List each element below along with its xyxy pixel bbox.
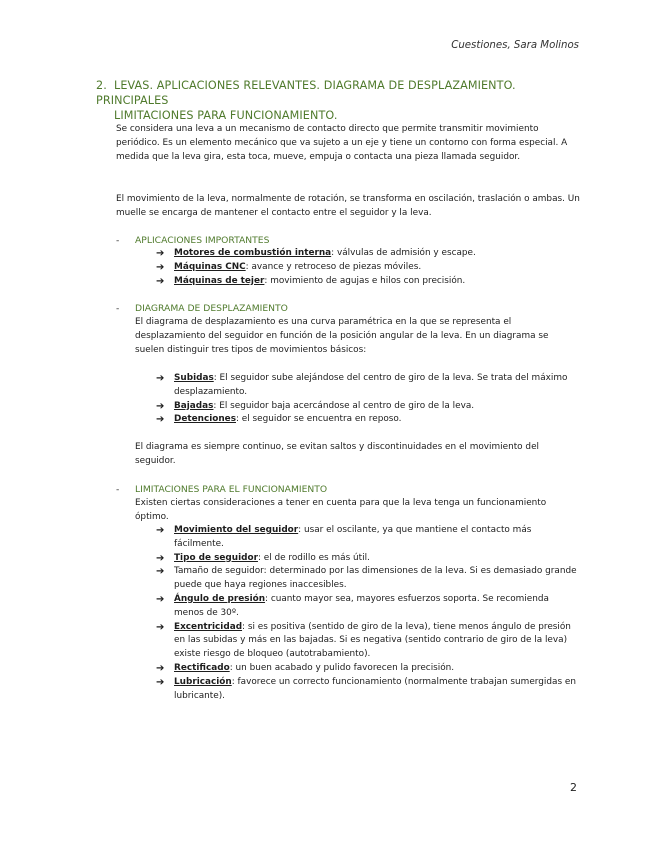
section-title-line2: LIMITACIONES PARA FUNCIONAMIENTO.	[114, 109, 338, 122]
arrow-icon: ➔	[156, 552, 165, 564]
arrow-icon: ➔	[156, 662, 165, 674]
list-item	[156, 621, 581, 662]
item-text: : cuanto mayor sea, mayores esfuerzos soporta. Se recomienda menos de 30º.	[174, 593, 549, 618]
arrow-icon: ➔	[156, 248, 165, 259]
arrow-icon: ➔	[156, 261, 165, 273]
diagrama-list	[156, 372, 581, 427]
list-item	[156, 524, 581, 552]
section-title	[96, 78, 586, 123]
aplicaciones-heading	[116, 234, 269, 247]
limitaciones-heading-text: LIMITACIONES PARA EL FUNCIONAMIENTO	[135, 484, 328, 495]
item-term: Movimiento del seguidor	[174, 525, 299, 535]
item-text: : válvulas de admisión y escape.	[331, 248, 476, 258]
item-text: : un buen acabado y pulido favorecen la precisión.	[229, 662, 455, 673]
item-text: : usar el oscilante, ya que mantiene el contacto más fácilmente.	[174, 525, 532, 549]
heading-dash: -	[116, 235, 120, 246]
item-text: : avance y retroceso de piezas móviles.	[245, 261, 422, 272]
header-author: Cuestiones, Sara Molinos	[451, 40, 579, 51]
item-text: Tamaño de seguidor: determinado por las dimensiones de la leva. Si es demasiado grande puede que haya regiones inaccesibles.	[174, 566, 577, 591]
heading-dash: -	[116, 484, 120, 495]
item-term: Ángulo de presión	[174, 593, 266, 604]
arrow-icon: ➔	[156, 414, 165, 426]
section-number: 2.	[96, 79, 107, 92]
item-term: Subidas	[174, 373, 214, 383]
aplicaciones-list	[156, 247, 581, 288]
item-term: Excentricidad	[174, 621, 243, 632]
diagrama-heading	[116, 302, 288, 315]
section-title-line1: LEVAS. APLICACIONES RELEVANTES. DIAGRAMA DE DESPLAZAMIENTO. PRINCIPALES	[96, 79, 516, 107]
list-item	[156, 662, 581, 676]
aplicaciones-heading-text: APLICACIONES IMPORTANTES	[135, 235, 270, 246]
item-text: : El seguidor sube alejándose del centro de giro de la leva. Se trata del máximo desplazamiento.	[174, 373, 568, 397]
item-text: : el de rodillo es más útil.	[257, 552, 370, 563]
item-term: Máquinas de tejer	[174, 275, 265, 286]
arrow-icon: ➔	[156, 593, 165, 605]
arrow-icon: ➔	[156, 566, 165, 578]
intro-paragraph-2: El movimiento de la leva, normalmente de rotación, se transforma en oscilación, traslación o ambas. Un muelle se encarga de mantener el contacto entre el seguidor y la leva.	[116, 194, 580, 218]
diagrama-paragraph-2: El diagrama es siempre continuo, se evitan saltos y discontinuidades en el movimiento del seguidor.	[135, 442, 539, 466]
item-text: : el seguidor se encuentra en reposo.	[236, 414, 402, 425]
diagrama-heading-text: DIAGRAMA DE DESPLAZAMIENTO	[135, 303, 288, 314]
arrow-icon: ➔	[156, 525, 165, 536]
list-item	[156, 247, 581, 261]
item-term: Tipo de seguidor	[174, 552, 258, 563]
item-term: Motores de combustión interna	[174, 248, 332, 258]
heading-dash: -	[116, 303, 120, 314]
item-term: Rectificado	[174, 662, 230, 673]
item-text: : El seguidor baja acercándose al centro de giro de la leva.	[213, 400, 475, 411]
limitaciones-paragraph: Existen ciertas consideraciones a tener en cuenta para que la leva tenga un funcionamiento óptimo.	[135, 498, 547, 522]
arrow-icon: ➔	[156, 400, 165, 412]
item-term: Lubricación	[174, 676, 232, 687]
item-term: Detenciones	[174, 414, 236, 425]
limitaciones-heading	[116, 483, 327, 496]
intro-paragraph-1: Se considera una leva a un mecanismo de contacto directo que permite transmitir movimiento periódico. Es un elemento mecánico que va sujeto a un eje y tiene un contorno con forma especial. A medida que la leva gira, esta toca, mueve, empuja o contacta una pieza llamada seguidor.	[116, 124, 568, 162]
diagrama-paragraph-1: El diagrama de desplazamiento es una curva paramétrica en la que se representa el desplazamiento del seguidor en función de la posición angular de la leva. En un diagrama se suelen distinguir tres tipos de movimientos básicos:	[135, 317, 549, 355]
page-number: 2	[570, 781, 577, 794]
item-term: Bajadas	[174, 400, 214, 411]
list-item	[156, 372, 581, 400]
list-item	[156, 565, 581, 593]
arrow-icon: ➔	[156, 275, 165, 287]
list-item	[156, 413, 581, 427]
arrow-icon: ➔	[156, 676, 165, 688]
list-item	[156, 261, 581, 275]
list-item	[156, 552, 581, 566]
item-text: : si es positiva (sentido de giro de la leva), tiene menos ángulo de presión en las subidas y más en las bajadas. Si es negativa (sentido contrario de giro de la leva) existe riesgo de bloqueo (autotrabamiento).	[174, 621, 571, 660]
item-text: : movimiento de agujas e hilos con precisión.	[264, 275, 466, 286]
item-term: Máquinas CNC	[174, 261, 246, 272]
limitaciones-list	[156, 524, 581, 703]
arrow-icon: ➔	[156, 373, 165, 384]
arrow-icon: ➔	[156, 621, 165, 633]
list-item	[156, 275, 581, 289]
item-text: : favorece un correcto funcionamiento (normalmente trabajan sumergidas en lubricante).	[174, 676, 576, 701]
list-item	[156, 593, 581, 621]
list-item	[156, 400, 581, 414]
list-item	[156, 676, 581, 704]
